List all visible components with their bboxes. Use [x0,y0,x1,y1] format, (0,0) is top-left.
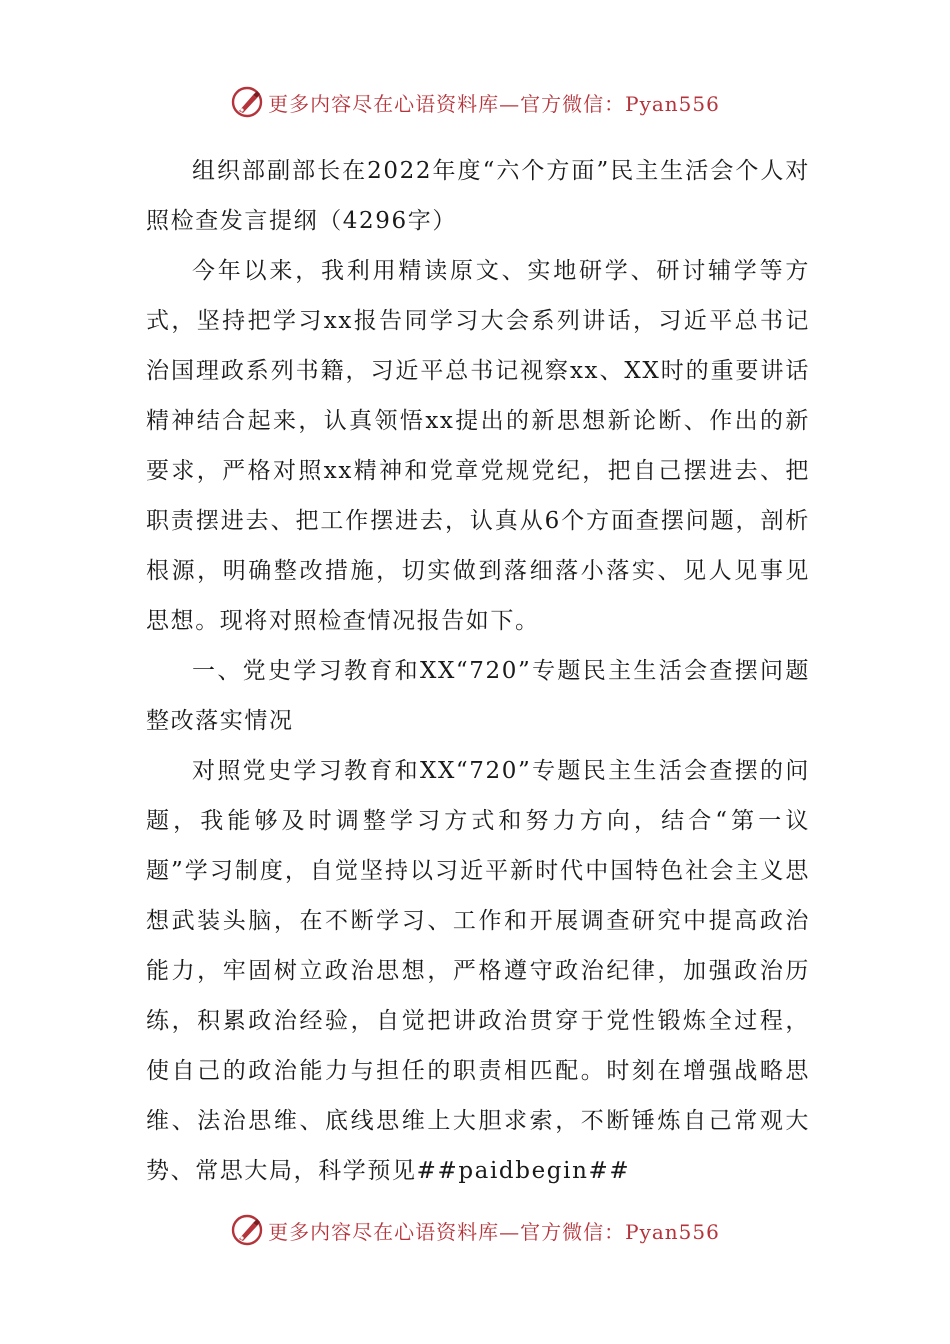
document-body [146,146,810,1196]
intro-paragraph: 今年以来，我利用精读原文、实地研学、研讨辅学等方式，坚持把学习xx报告同学习大会系列讲话，习近平总书记治国理政系列书籍，习近平总书记视察xx、XX时的重要讲话精神结合起来，认真领悟xx提出的新思想新论断、作出的新要求，严格对照xx精神和党章党规党纪，把自己摆进去、把职责摆进去、把工作摆进去，认真从6个方面查摆问题，剖析根源，明确整改措施，切实做到落细落小落实、见人见事见思想。现将对照检查情况报告如下。 [146,258,810,634]
footer-banner [0,1208,950,1252]
header-banner [0,80,950,124]
section-heading: 一、党史学习教育和XX“720”专题民主生活会查摆问题整改落实情况 [146,658,810,734]
pen-nib-logo-icon [230,1213,264,1247]
document-title: 组织部副部长在2022年度“六个方面”民主生活会个人对照检查发言提纲（4296字） [146,158,810,234]
section-body-paragraph: 对照党史学习教育和XX“720”专题民主生活会查摆的问题，我能够及时调整学习方式和努力方向，结合“第一议题”学习制度，自觉坚持以习近平新时代中国特色社会主义思想武装头脑，在不断学习、工作和开展调查研究中提高政治能力，牢固树立政治思想，严格遵守政治纪律，加强政治历练，积累政治经验，自觉把讲政治贯穿于党性锻炼全过程，使自己的政治能力与担任的职责相匹配。时刻在增强战略思维、法治思维、底线思维上大胆求索，不断锤炼自己常观大势、常思大局，科学预见##paidbegin## [146,758,810,1184]
banner-text: 更多内容尽在心语资料库—官方微信：Pyan556 [268,1219,720,1244]
banner-text: 更多内容尽在心语资料库—官方微信：Pyan556 [268,91,720,116]
pen-nib-logo-icon [230,85,264,119]
